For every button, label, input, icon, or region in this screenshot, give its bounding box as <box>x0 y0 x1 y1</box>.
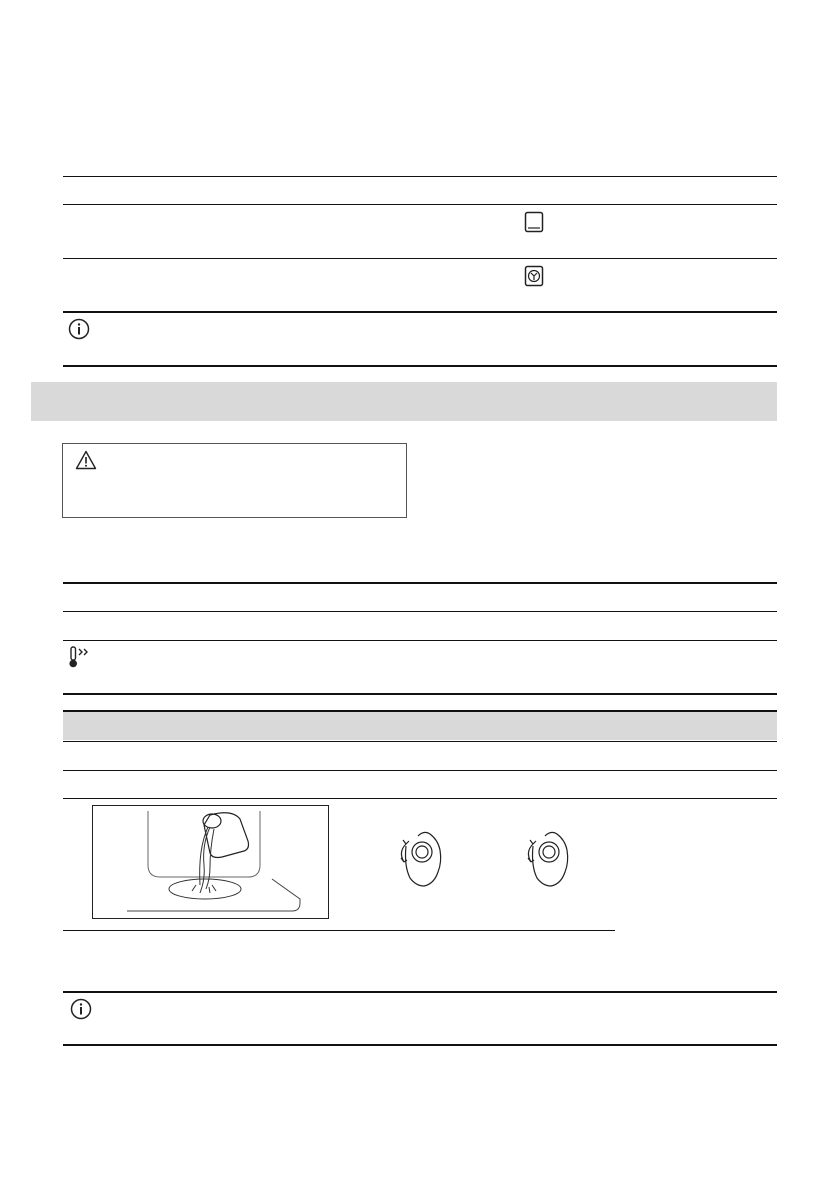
table3-row-rule <box>63 770 777 771</box>
table-row-rule <box>63 258 777 259</box>
knob-turn-illustration-right <box>521 826 575 892</box>
info2-top-rule <box>63 991 777 993</box>
table3-header-row <box>63 712 777 740</box>
knob-turn-illustration-left <box>394 826 448 892</box>
info-icon <box>70 998 92 1020</box>
table3-row-rule <box>63 798 777 799</box>
info-bottom-rule <box>63 365 777 367</box>
table3-row-rule <box>63 741 777 742</box>
table2-row-rule <box>63 640 777 641</box>
pour-water-illustration <box>92 805 329 919</box>
warning-box <box>62 443 407 518</box>
info-icon <box>68 318 90 340</box>
table2-row-rule <box>63 611 777 612</box>
illustration-bottom-rule <box>63 930 615 931</box>
info2-bottom-rule <box>63 1044 777 1046</box>
oven-function-icon <box>524 211 544 233</box>
table2-bottom-rule <box>63 693 777 695</box>
info-top-rule <box>63 311 777 313</box>
table-row-rule <box>63 204 777 205</box>
section-heading-banner <box>31 382 777 421</box>
table2-top-rule <box>63 582 777 584</box>
fan-function-icon <box>524 265 544 287</box>
warning-icon <box>75 450 97 470</box>
core-temperature-sensor-icon <box>66 645 92 669</box>
table-top-rule <box>63 176 777 177</box>
